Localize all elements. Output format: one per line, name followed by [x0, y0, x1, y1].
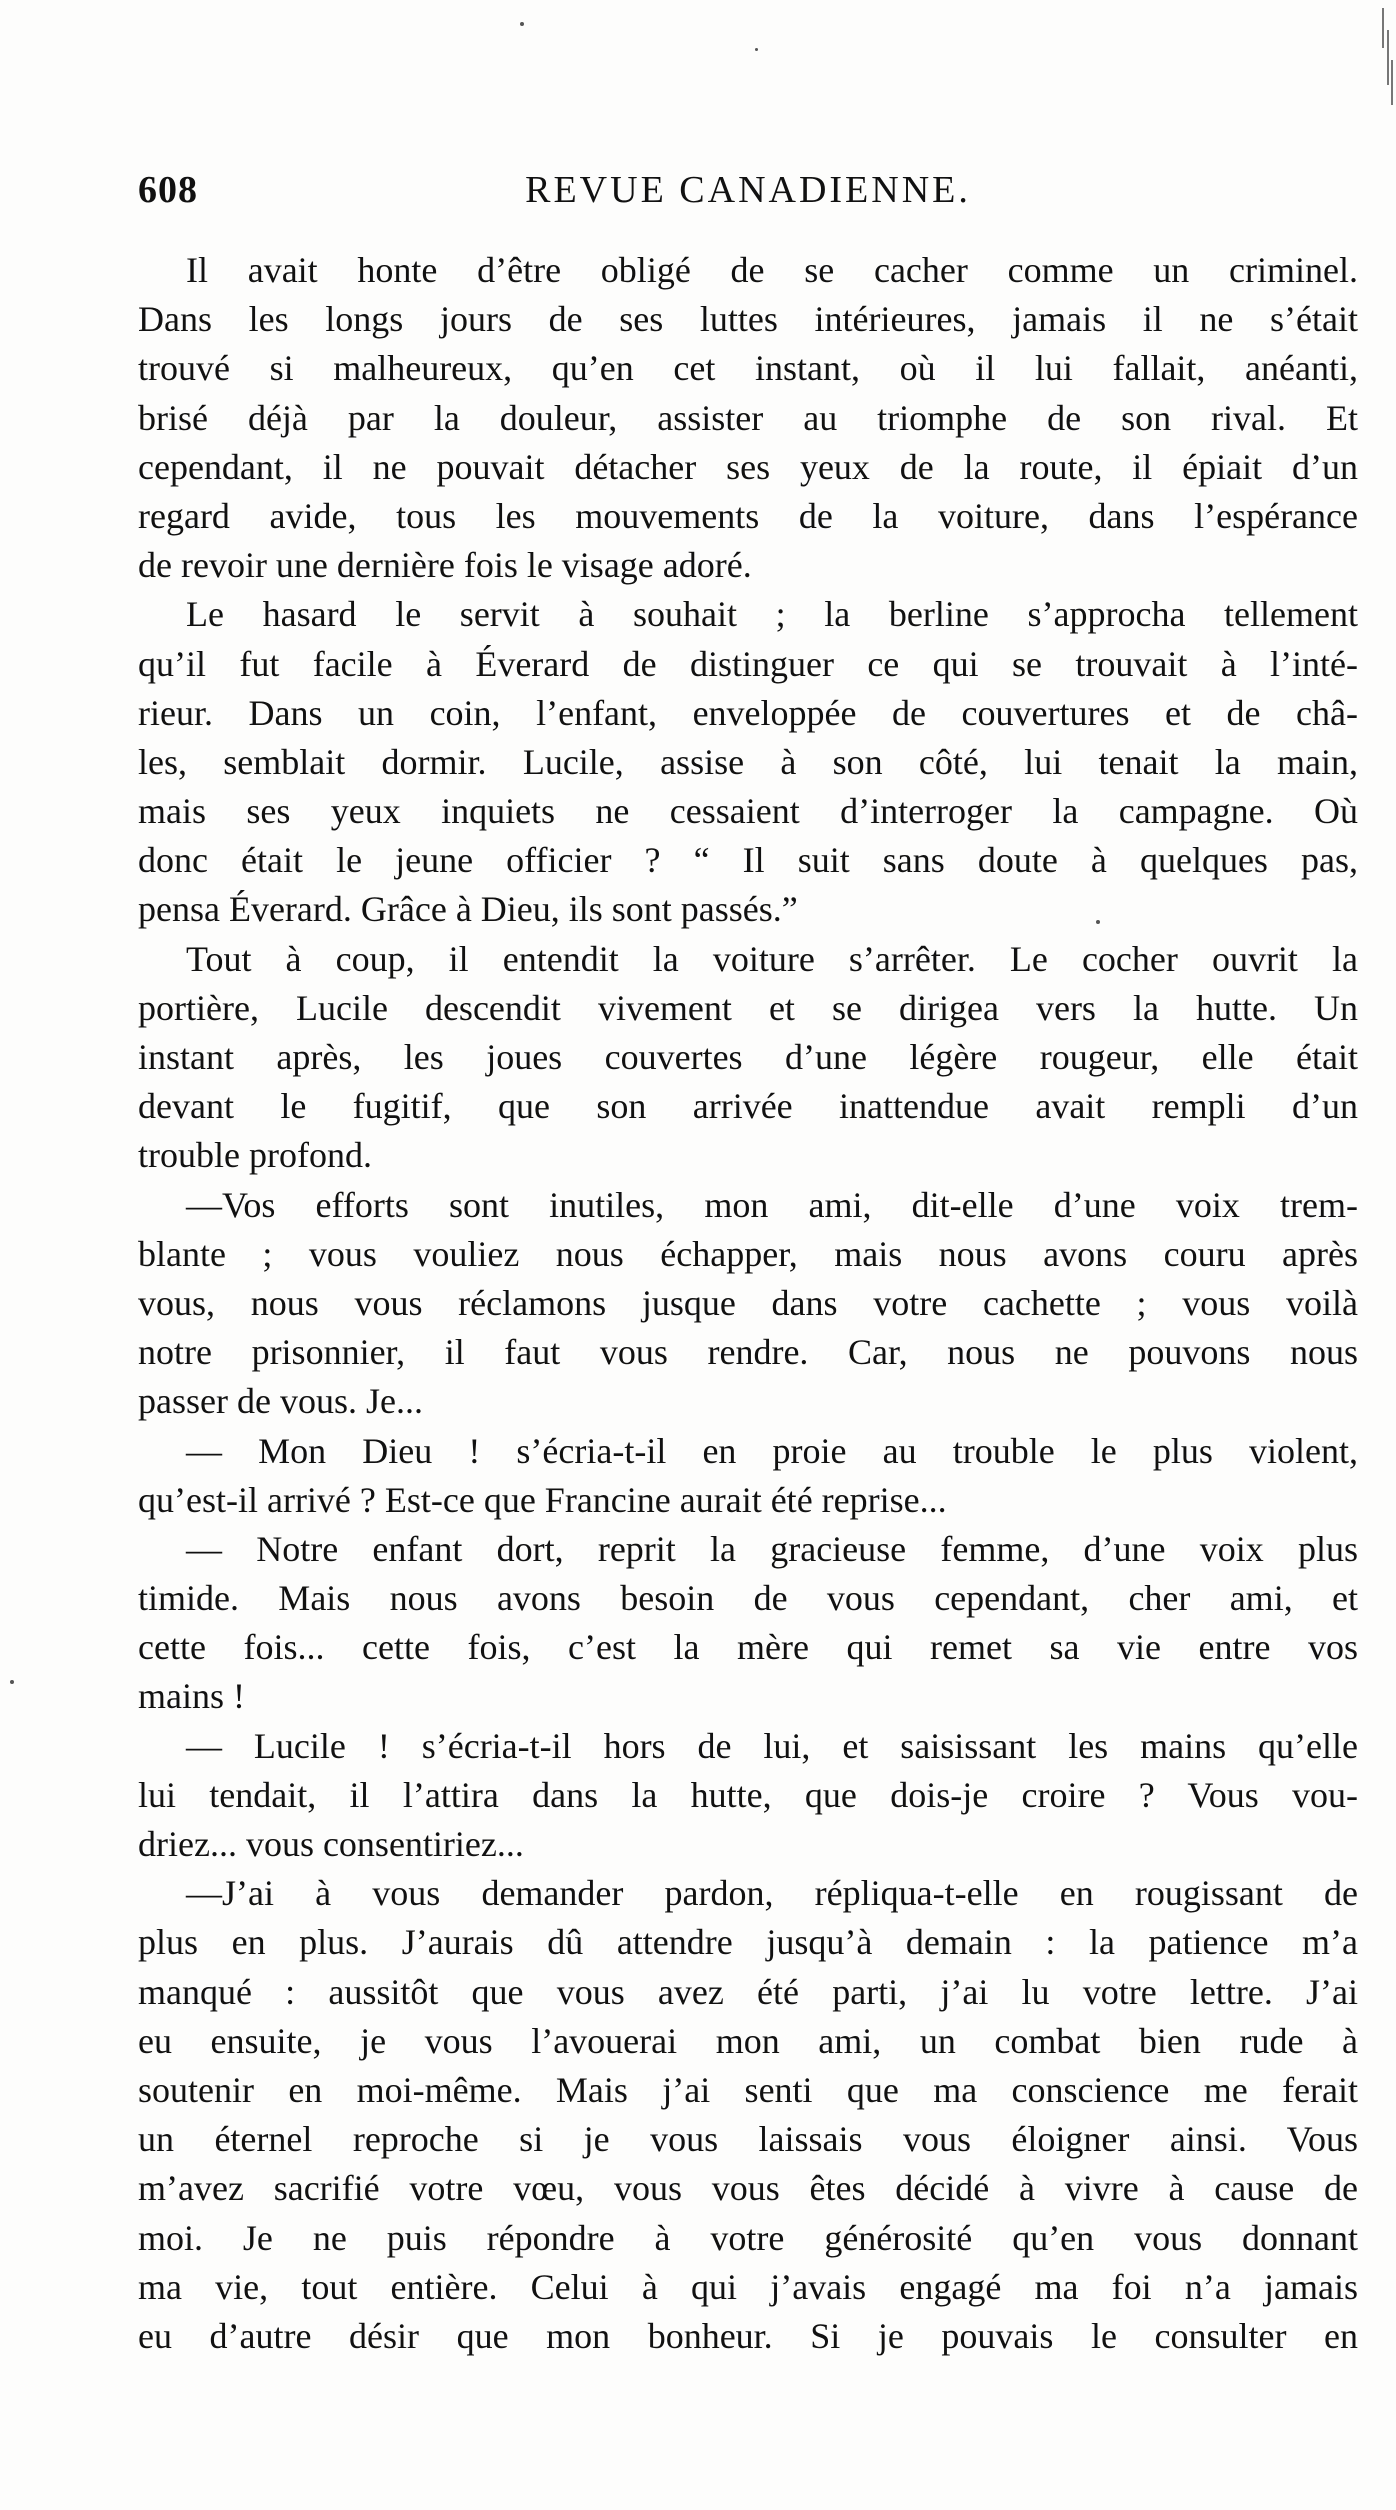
- scan-speck: [1096, 920, 1100, 924]
- text-line: regard avide, tous les mouvements de la voiture, dans l’espérance: [138, 495, 1358, 536]
- text-line: blante ; vous vouliez nous échapper, mais nous avons couru après: [138, 1233, 1358, 1274]
- text-line: Tout à coup, il entendit la voiture s’arrêter. Le cocher ouvrit la: [186, 938, 1358, 979]
- text-line: qu’est-il arrivé ? Est-ce que Francine aurait été reprise...: [138, 1479, 947, 1520]
- text-line: m’avez sacrifié votre vœu, vous vous êtes décidé à vivre à cause de: [138, 2168, 1358, 2209]
- scan-edge-noise: [1378, 0, 1396, 120]
- text-line: plus en plus. J’aurais dû attendre jusqu’à demain : la patience m’a: [138, 1922, 1358, 1963]
- text-line: eu ensuite, je vous l’avouerai mon ami, un combat bien rude à: [138, 2020, 1358, 2061]
- running-head: [138, 168, 1358, 224]
- text-line: lui tendait, il l’attira dans la hutte, que dois-je croire ? Vous vou-: [138, 1774, 1358, 1815]
- text-line: mains !: [138, 1676, 245, 1717]
- text-line: soutenir en moi-même. Mais j’ai senti que ma conscience me ferait: [138, 2069, 1358, 2110]
- text-line: eu d’autre désir que mon bonheur. Si je pouvais le consulter en: [138, 2315, 1358, 2356]
- text-line: — Notre enfant dort, reprit la gracieuse femme, d’une voix plus: [186, 1528, 1358, 1569]
- text-line: moi. Je ne puis répondre à votre générosité qu’en vous donnant: [138, 2217, 1358, 2258]
- text-line: pensa Éverard. Grâce à Dieu, ils sont passés.”: [138, 889, 798, 930]
- text-line: portière, Lucile descendit vivement et se dirigea vers la hutte. Un: [138, 987, 1358, 1028]
- body-text: [138, 246, 1358, 2361]
- text-line: cette fois... cette fois, c’est la mère qui remet sa vie entre vos: [138, 1627, 1358, 1668]
- text-line: instant après, les joues couvertes d’une légère rougeur, elle était: [138, 1037, 1358, 1077]
- text-line: rieur. Dans un coin, l’enfant, enveloppée de couvertures et de châ-: [138, 692, 1358, 733]
- text-line: trouvé si malheureux, qu’en cet instant, où il lui fallait, anéanti,: [138, 348, 1358, 389]
- text-line: passer de vous. Je...: [138, 1381, 423, 1422]
- text-line: manqué : aussitôt que vous avez été parti, j’ai lu votre lettre. J’ai: [138, 1971, 1358, 2012]
- text-line: notre prisonnier, il faut vous rendre. Car, nous ne pouvons nous: [138, 1332, 1358, 1373]
- text-line: trouble profond.: [138, 1135, 372, 1176]
- text-line: —J’ai à vous demander pardon, répliqua-t-elle en rougissant de: [186, 1873, 1358, 1914]
- text-line: driez... vous consentiriez...: [138, 1824, 524, 1864]
- text-line: cependant, il ne pouvait détacher ses yeux de la route, il épiait d’un: [138, 446, 1358, 487]
- text-line: —Vos efforts sont inutiles, mon ami, dit-elle d’une voix trem-: [186, 1184, 1358, 1225]
- scan-speck: [520, 22, 524, 26]
- text-line: donc était le jeune officier ? “ Il suit sans doute à quelques pas,: [138, 840, 1358, 881]
- text-line: Il avait honte d’être obligé de se cacher comme un criminel.: [186, 250, 1358, 290]
- text-line: brisé déjà par la douleur, assister au triomphe de son rival. Et: [138, 397, 1358, 438]
- text-line: mais ses yeux inquiets ne cessaient d’interroger la campagne. Où: [138, 791, 1358, 832]
- text-line: un éternel reproche si je vous laissais vous éloigner ainsi. Vous: [138, 2119, 1358, 2160]
- scan-speck: [755, 48, 758, 51]
- text-line: — Lucile ! s’écria-t-il hors de lui, et saisissant les mains qu’elle: [186, 1725, 1358, 1766]
- text-line: vous, nous vous réclamons jusque dans votre cachette ; vous voilà: [138, 1282, 1358, 1323]
- text-line: les, semblait dormir. Lucile, assise à son côté, lui tenait la main,: [138, 741, 1358, 782]
- text-line: qu’il fut facile à Éverard de distinguer ce qui se trouvait à l’inté-: [138, 643, 1358, 684]
- text-line: timide. Mais nous avons besoin de vous cependant, cher ami, et: [138, 1578, 1358, 1619]
- text-line: — Mon Dieu ! s’écria-t-il en proie au trouble le plus violent,: [186, 1430, 1358, 1471]
- page-number: 608: [138, 169, 198, 211]
- text-line: Le hasard le servit à souhait ; la berline s’approcha tellement: [186, 594, 1358, 635]
- journal-title: REVUE CANADIENNE.: [525, 169, 971, 211]
- text-line: devant le fugitif, que son arrivée inattendue avait rempli d’un: [138, 1086, 1358, 1127]
- text-line: ma vie, tout entière. Celui à qui j’avais engagé ma foi n’a jamais: [138, 2266, 1358, 2307]
- text-line: de revoir une dernière fois le visage adoré.: [138, 545, 752, 586]
- text-line: Dans les longs jours de ses luttes intérieures, jamais il ne s’était: [138, 299, 1358, 340]
- scan-speck: [10, 1680, 14, 1684]
